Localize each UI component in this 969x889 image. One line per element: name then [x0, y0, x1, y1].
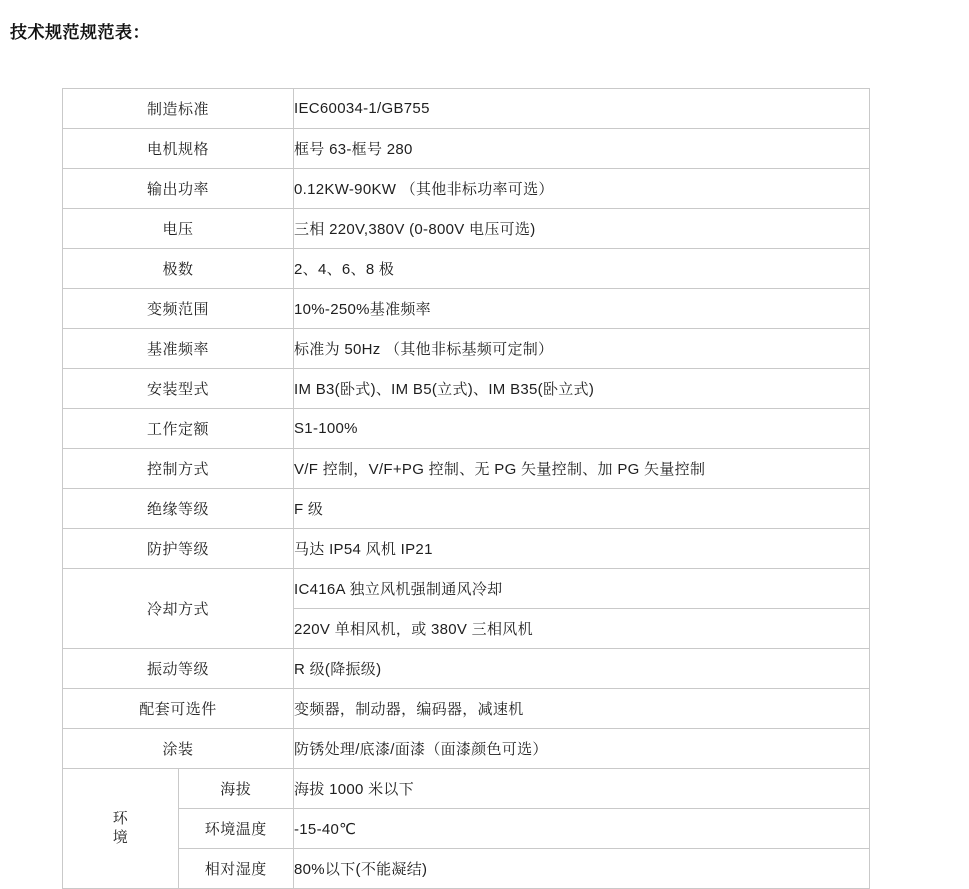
- table-row-environment: [63, 849, 870, 889]
- row-value: 220V 单相风机，或 380V 三相风机: [294, 609, 870, 649]
- row-value: 三相 220V,380V (0-800V 电压可选): [294, 209, 870, 249]
- row-value: 变频器，制动器，编码器，减速机: [294, 689, 870, 729]
- row-value: R 级(降振级): [294, 649, 870, 689]
- row-value: F 级: [294, 489, 870, 529]
- row-label: 冷却方式: [63, 569, 294, 649]
- row-label: 振动等级: [63, 649, 294, 689]
- row-label: 工作定额: [63, 409, 294, 449]
- row-label: 基准频率: [63, 329, 294, 369]
- table-row-environment: [63, 769, 870, 809]
- row-label: 相对湿度: [178, 849, 294, 889]
- environment-group-label: [63, 769, 179, 889]
- row-value: 框号 63-框号 280: [294, 129, 870, 169]
- table-row: [63, 529, 870, 569]
- row-value: IEC60034-1/GB755: [294, 89, 870, 129]
- row-label: 防护等级: [63, 529, 294, 569]
- table-row: [63, 249, 870, 289]
- table-row: [63, 409, 870, 449]
- table-row: [63, 369, 870, 409]
- row-value: V/F 控制，V/F+PG 控制、无 PG 矢量控制、加 PG 矢量控制: [294, 449, 870, 489]
- page-title: 技术规范规范表：: [10, 23, 150, 42]
- environment-group-label-text: 环境: [112, 809, 130, 846]
- row-label: 涂装: [63, 729, 294, 769]
- table-row: [63, 289, 870, 329]
- row-label: 配套可选件: [63, 689, 294, 729]
- row-value: 防锈处理/底漆/面漆（面漆颜色可选）: [294, 729, 870, 769]
- row-label: 环境温度: [178, 809, 294, 849]
- row-value: S1-100%: [294, 409, 870, 449]
- row-value: IC416A 独立风机强制通风冷却: [294, 569, 870, 609]
- table-row: [63, 169, 870, 209]
- table-row: [63, 449, 870, 489]
- row-value: 80%以下(不能凝结): [294, 849, 870, 889]
- table-row: [63, 489, 870, 529]
- row-label: 输出功率: [63, 169, 294, 209]
- spec-table-container: [62, 88, 870, 889]
- row-label: 制造标准: [63, 89, 294, 129]
- table-row: [63, 729, 870, 769]
- row-label: 海拔: [178, 769, 294, 809]
- specification-table: [62, 88, 870, 889]
- row-value: 2、4、6、8 极: [294, 249, 870, 289]
- row-value: 10%-250%基准频率: [294, 289, 870, 329]
- table-body: [63, 89, 870, 889]
- row-label: 极数: [63, 249, 294, 289]
- row-value: -15-40℃: [294, 809, 870, 849]
- row-value: 0.12KW-90KW （其他非标功率可选）: [294, 169, 870, 209]
- row-label: 电机规格: [63, 129, 294, 169]
- table-row-environment: [63, 809, 870, 849]
- row-value: 标准为 50Hz （其他非标基频可定制）: [294, 329, 870, 369]
- table-row: [63, 209, 870, 249]
- table-row: [63, 129, 870, 169]
- table-row: [63, 689, 870, 729]
- row-label: 变频范围: [63, 289, 294, 329]
- table-row-cooling: [63, 569, 870, 609]
- row-value: 海拔 1000 米以下: [294, 769, 870, 809]
- table-row: [63, 329, 870, 369]
- row-label: 安装型式: [63, 369, 294, 409]
- row-value: 马达 IP54 风机 IP21: [294, 529, 870, 569]
- row-value: IM B3(卧式)、IM B5(立式)、IM B35(卧立式): [294, 369, 870, 409]
- row-label: 电压: [63, 209, 294, 249]
- table-row: [63, 649, 870, 689]
- table-row: [63, 89, 870, 129]
- row-label: 控制方式: [63, 449, 294, 489]
- row-label: 绝缘等级: [63, 489, 294, 529]
